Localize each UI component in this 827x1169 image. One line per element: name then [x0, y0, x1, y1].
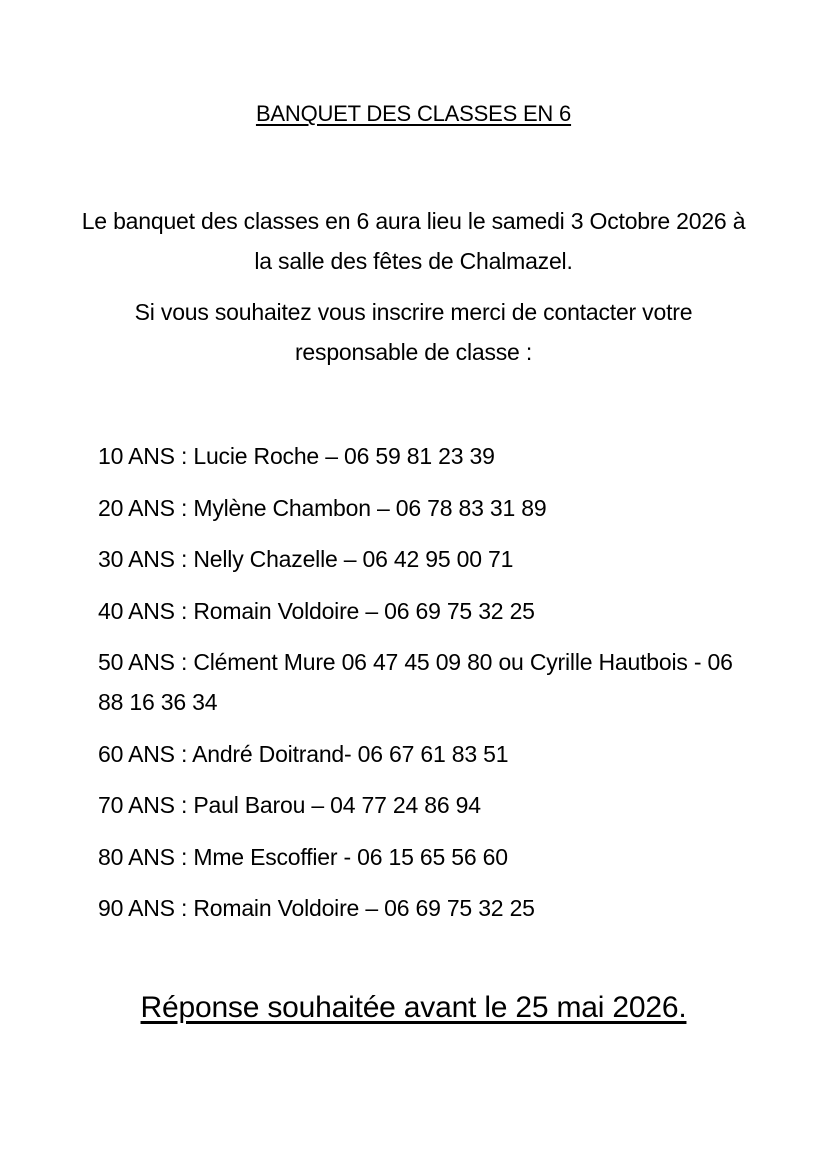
class-age: 70 ANS — [98, 792, 175, 818]
contact-50-ans — [98, 642, 738, 722]
class-age: 90 ANS — [98, 895, 175, 921]
class-contacts-list — [98, 436, 738, 940]
document-title: BANQUET DES CLASSES EN 6 — [255, 101, 572, 126]
contact-60-ans — [98, 734, 738, 774]
contact-80-ans — [98, 837, 738, 877]
intro-paragraph-date-venue: Le banquet des classes en 6 aura lieu le samedi 3 Octobre 2026 à la salle des fêtes de Chalmazel. — [81, 208, 746, 274]
contact-40-ans — [98, 591, 738, 631]
class-age: 80 ANS — [98, 843, 175, 870]
contact-30-ans — [98, 539, 738, 579]
intro-paragraph-registration: Si vous souhaitez vous inscrire merci de contacter votre responsable de classe : — [134, 299, 693, 365]
contact-details: : Lucie Roche – 06 59 81 23 39 — [174, 443, 495, 469]
contact-70-ans — [98, 785, 738, 825]
class-age: 40 ANS — [98, 597, 175, 624]
contact-details: : André Doitrand- 06 67 61 83 51 — [174, 740, 509, 767]
response-deadline: Réponse souhaitée avant le 25 mai 2026. — [140, 991, 687, 1024]
class-age: 60 ANS — [98, 740, 175, 767]
contact-10-ans — [98, 436, 738, 476]
contact-details: : Nelly Chazelle – 06 42 95 00 71 — [174, 546, 514, 572]
contact-details: : Romain Voldoire – 06 69 75 32 25 — [174, 597, 535, 624]
contact-details: : Mme Escoffier - 06 15 65 56 60 — [174, 843, 508, 870]
class-age: 10 ANS — [98, 443, 175, 469]
class-age: 50 ANS — [98, 649, 175, 675]
contact-details: : Clément Mure 06 47 45 09 80 ou Cyrille Hautbois - 06 88 16 36 34 — [98, 649, 733, 715]
contact-details: : Mylène Chambon – 06 78 83 31 89 — [174, 494, 547, 521]
contact-details: : Romain Voldoire – 06 69 75 32 25 — [174, 895, 535, 921]
class-age: 20 ANS — [98, 494, 175, 521]
contact-90-ans — [98, 888, 738, 928]
contact-20-ans — [98, 488, 738, 528]
class-age: 30 ANS — [98, 546, 175, 572]
contact-details: : Paul Barou – 04 77 24 86 94 — [174, 792, 481, 818]
